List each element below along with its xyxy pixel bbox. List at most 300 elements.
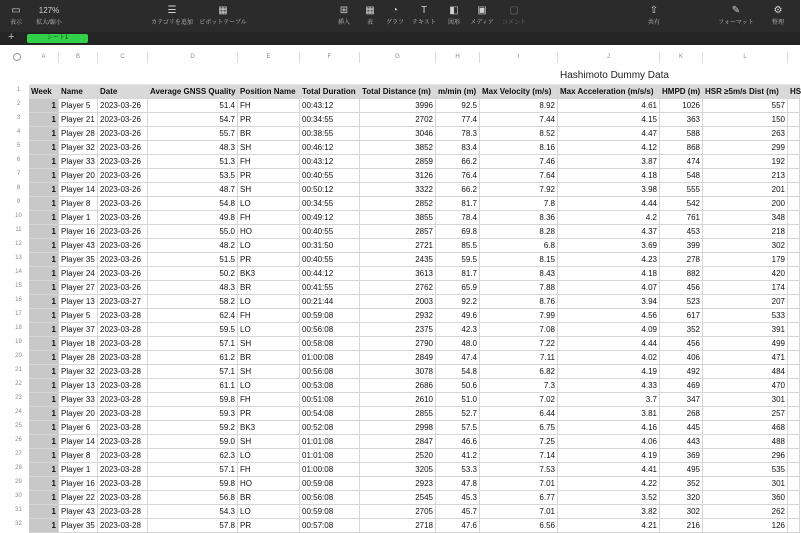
table-cell[interactable]: 2023-03-26 [98, 169, 148, 183]
table-cell[interactable]: 54.8 [148, 197, 238, 211]
table-cell[interactable] [788, 127, 800, 141]
table-cell[interactable]: Player 43 [59, 505, 98, 519]
table-cell[interactable]: 62.3 [148, 449, 238, 463]
table-cell[interactable]: 548 [660, 169, 703, 183]
table-cell[interactable]: 61.2 [148, 351, 238, 365]
table-cell[interactable]: 533 [703, 309, 788, 323]
table-cell[interactable]: 4.41 [558, 463, 660, 477]
table-cell[interactable]: 59.8 [148, 393, 238, 407]
table-cell[interactable] [788, 113, 800, 127]
row-number[interactable]: 2 [16, 101, 21, 107]
row-number[interactable]: 11 [15, 227, 22, 233]
table-cell[interactable]: 2849 [360, 351, 436, 365]
table-cell[interactable]: 1 [29, 351, 59, 365]
table-cell[interactable]: 360 [703, 491, 788, 505]
table-cell[interactable]: 85.5 [436, 239, 480, 253]
header-cell[interactable]: m/min (m) [436, 85, 480, 99]
table-cell[interactable]: 00:43:12 [300, 155, 360, 169]
table-cell[interactable]: 7.46 [480, 155, 558, 169]
table-cell[interactable]: 49.6 [436, 309, 480, 323]
table-cell[interactable] [788, 281, 800, 295]
table-cell[interactable]: 2003 [360, 295, 436, 309]
table-cell[interactable]: 179 [703, 253, 788, 267]
table-cell[interactable]: 1 [29, 183, 59, 197]
table-cell[interactable]: 00:46:12 [300, 141, 360, 155]
table-cell[interactable]: 470 [703, 379, 788, 393]
table-cell[interactable]: 2023-03-27 [98, 295, 148, 309]
table-cell[interactable]: 6.82 [480, 365, 558, 379]
table-cell[interactable]: 1 [29, 295, 59, 309]
table-cell[interactable]: 00:59:08 [300, 477, 360, 491]
table-cell[interactable]: 2023-03-28 [98, 421, 148, 435]
table-cell[interactable]: 8.52 [480, 127, 558, 141]
table-cell[interactable]: 77.4 [436, 113, 480, 127]
row-number[interactable]: 4 [16, 129, 21, 135]
table-cell[interactable]: 62.4 [148, 309, 238, 323]
table-cell[interactable]: Player 1 [59, 211, 98, 225]
table-cell[interactable]: 00:56:08 [300, 365, 360, 379]
table-cell[interactable]: Player 24 [59, 267, 98, 281]
table-cell[interactable]: 3126 [360, 169, 436, 183]
column-header[interactable]: A [29, 52, 59, 63]
table-cell[interactable]: 4.56 [558, 309, 660, 323]
table-cell[interactable]: 61.1 [148, 379, 238, 393]
table-cell[interactable]: 66.2 [436, 155, 480, 169]
table-cell[interactable]: 78.4 [436, 211, 480, 225]
table-cell[interactable]: 2023-03-26 [98, 225, 148, 239]
table-cell[interactable]: 7.25 [480, 435, 558, 449]
table-cell[interactable]: Player 8 [59, 449, 98, 463]
table-cell[interactable]: 48.3 [148, 281, 238, 295]
table-cell[interactable]: 00:56:08 [300, 323, 360, 337]
table-cell[interactable]: 4.02 [558, 351, 660, 365]
table-cell[interactable]: Player 21 [59, 113, 98, 127]
table-cell[interactable]: 2762 [360, 281, 436, 295]
table-cell[interactable]: 263 [703, 127, 788, 141]
row-number[interactable]: 26 [15, 437, 22, 443]
table-cell[interactable]: Player 1 [59, 463, 98, 477]
table-cell[interactable]: 6.8 [480, 239, 558, 253]
table-cell[interactable]: LO [238, 505, 300, 519]
table-cell[interactable]: 56.8 [148, 491, 238, 505]
table-cell[interactable]: 3855 [360, 211, 436, 225]
table-cell[interactable]: 4.18 [558, 267, 660, 281]
table-cell[interactable]: 4.44 [558, 337, 660, 351]
table-cell[interactable]: Player 8 [59, 197, 98, 211]
table-cell[interactable]: 4.16 [558, 421, 660, 435]
share-button[interactable]: ⇧ 共有 [644, 4, 664, 26]
table-cell[interactable]: 00:40:55 [300, 225, 360, 239]
table-cell[interactable]: 4.21 [558, 519, 660, 533]
table-cell[interactable]: 49.8 [148, 211, 238, 225]
table-cell[interactable]: 00:50:12 [300, 183, 360, 197]
header-cell[interactable]: Total Duration [300, 85, 360, 99]
table-cell[interactable]: 347 [660, 393, 703, 407]
table-cell[interactable] [788, 267, 800, 281]
table-cell[interactable]: 174 [703, 281, 788, 295]
table-cell[interactable]: 8.43 [480, 267, 558, 281]
table-cell[interactable]: 1 [29, 421, 59, 435]
table-cell[interactable] [788, 407, 800, 421]
table-cell[interactable]: 3.82 [558, 505, 660, 519]
sheet-title[interactable]: Hashimoto Dummy Data [560, 70, 669, 81]
table-cell[interactable]: 868 [660, 141, 703, 155]
table-cell[interactable]: 445 [660, 421, 703, 435]
table-cell[interactable]: 495 [660, 463, 703, 477]
table-cell[interactable]: 4.44 [558, 197, 660, 211]
table-cell[interactable]: 216 [660, 519, 703, 533]
table-cell[interactable]: 453 [660, 225, 703, 239]
table-cell[interactable]: 499 [703, 337, 788, 351]
column-header[interactable]: G [360, 52, 436, 63]
table-cell[interactable]: 48.2 [148, 239, 238, 253]
table-cell[interactable]: 00:34:55 [300, 113, 360, 127]
column-header[interactable]: D [148, 52, 238, 63]
table-cell[interactable]: 3078 [360, 365, 436, 379]
table-cell[interactable]: 213 [703, 169, 788, 183]
table-cell[interactable]: 296 [703, 449, 788, 463]
table-cell[interactable]: 2023-03-28 [98, 519, 148, 533]
row-number[interactable]: 6 [16, 157, 21, 163]
table-cell[interactable]: 65.9 [436, 281, 480, 295]
table-cell[interactable] [788, 491, 800, 505]
table-cell[interactable]: 2610 [360, 393, 436, 407]
table-cell[interactable]: 8.76 [480, 295, 558, 309]
table-cell[interactable]: 01:00:08 [300, 463, 360, 477]
table-cell[interactable]: PR [238, 169, 300, 183]
table-cell[interactable]: 4.07 [558, 281, 660, 295]
table-cell[interactable]: 00:59:08 [300, 505, 360, 519]
row-number[interactable]: 24 [15, 409, 22, 415]
table-cell[interactable]: 2520 [360, 449, 436, 463]
table-cell[interactable]: 7.01 [480, 505, 558, 519]
table-cell[interactable]: 00:57:08 [300, 519, 360, 533]
header-cell[interactable]: HMPD (m) [660, 85, 703, 99]
table-cell[interactable]: Player 37 [59, 323, 98, 337]
table-cell[interactable] [788, 449, 800, 463]
table-cell[interactable]: 1026 [660, 99, 703, 113]
table-cell[interactable]: 69.8 [436, 225, 480, 239]
table-cell[interactable]: 47.6 [436, 519, 480, 533]
table-cell[interactable]: 2023-03-26 [98, 267, 148, 281]
table-cell[interactable]: 00:53:08 [300, 379, 360, 393]
table-cell[interactable] [788, 337, 800, 351]
table-cell[interactable]: 456 [660, 337, 703, 351]
header-cell[interactable]: Average GNSS Quality [148, 85, 238, 99]
header-cell[interactable]: Week [29, 85, 59, 99]
table-cell[interactable]: 2023-03-28 [98, 505, 148, 519]
column-header[interactable]: J [558, 52, 660, 63]
table-cell[interactable]: BR [238, 491, 300, 505]
table-cell[interactable]: 1 [29, 379, 59, 393]
table-cell[interactable]: 7.22 [480, 337, 558, 351]
row-number[interactable]: 20 [15, 353, 22, 359]
table-cell[interactable]: 41.2 [436, 449, 480, 463]
table-cell[interactable]: 3.7 [558, 393, 660, 407]
table-cell[interactable]: 2998 [360, 421, 436, 435]
table-cell[interactable]: Player 14 [59, 435, 98, 449]
table-cell[interactable]: 4.12 [558, 141, 660, 155]
row-number[interactable]: 7 [16, 171, 21, 177]
table-cell[interactable]: 4.06 [558, 435, 660, 449]
select-all-handle[interactable] [13, 53, 21, 61]
table-cell[interactable]: 1 [29, 197, 59, 211]
table-cell[interactable]: 59.3 [148, 407, 238, 421]
table-cell[interactable] [788, 99, 800, 113]
table-cell[interactable]: 57.5 [436, 421, 480, 435]
row-number[interactable]: 29 [15, 479, 22, 485]
table-cell[interactable]: 301 [703, 477, 788, 491]
table-cell[interactable]: 2718 [360, 519, 436, 533]
table-cell[interactable]: 2023-03-26 [98, 197, 148, 211]
table-cell[interactable]: 51.3 [148, 155, 238, 169]
table-cell[interactable]: 1 [29, 435, 59, 449]
table-cell[interactable]: 3046 [360, 127, 436, 141]
table-cell[interactable]: 00:41:55 [300, 281, 360, 295]
table-cell[interactable]: 2375 [360, 323, 436, 337]
table-cell[interactable]: BR [238, 351, 300, 365]
row-number[interactable]: 9 [16, 199, 21, 205]
header-cell[interactable]: Max Acceleration (m/s/s) [558, 85, 660, 99]
table-cell[interactable]: 7.88 [480, 281, 558, 295]
table-cell[interactable]: 1 [29, 99, 59, 113]
table-cell[interactable]: SH [238, 435, 300, 449]
table-cell[interactable]: FH [238, 393, 300, 407]
table-cell[interactable]: LO [238, 323, 300, 337]
table-cell[interactable]: BK3 [238, 267, 300, 281]
table-cell[interactable]: 2023-03-28 [98, 435, 148, 449]
table-cell[interactable]: 00:21:44 [300, 295, 360, 309]
table-cell[interactable]: 302 [660, 505, 703, 519]
table-cell[interactable] [788, 197, 800, 211]
table-cell[interactable]: 00:40:55 [300, 253, 360, 267]
row-number[interactable]: 1 [16, 87, 21, 93]
table-cell[interactable]: 2852 [360, 197, 436, 211]
table-cell[interactable]: 54.7 [148, 113, 238, 127]
table-cell[interactable]: Player 14 [59, 183, 98, 197]
table-cell[interactable]: 469 [660, 379, 703, 393]
table-cell[interactable]: 6.75 [480, 421, 558, 435]
table-cell[interactable]: 4.61 [558, 99, 660, 113]
table-cell[interactable]: 126 [703, 519, 788, 533]
table-cell[interactable]: 4.15 [558, 113, 660, 127]
table-cell[interactable]: 59.2 [148, 421, 238, 435]
table-cell[interactable]: Player 16 [59, 477, 98, 491]
table-cell[interactable]: Player 27 [59, 281, 98, 295]
table-cell[interactable]: SH [238, 337, 300, 351]
table-cell[interactable]: 2023-03-28 [98, 463, 148, 477]
table-cell[interactable]: 369 [660, 449, 703, 463]
table-cell[interactable]: 2023-03-28 [98, 365, 148, 379]
table-cell[interactable]: 2023-03-28 [98, 351, 148, 365]
table-cell[interactable]: 3.69 [558, 239, 660, 253]
table-cell[interactable]: 2023-03-28 [98, 407, 148, 421]
table-cell[interactable]: 4.19 [558, 365, 660, 379]
table-cell[interactable]: 92.5 [436, 99, 480, 113]
table-cell[interactable] [788, 253, 800, 267]
table-cell[interactable]: Player 32 [59, 365, 98, 379]
table-cell[interactable] [788, 183, 800, 197]
table-cell[interactable]: 4.19 [558, 449, 660, 463]
table-cell[interactable]: 299 [703, 141, 788, 155]
table-cell[interactable]: 59.5 [436, 253, 480, 267]
table-cell[interactable]: 399 [660, 239, 703, 253]
table-cell[interactable]: 3996 [360, 99, 436, 113]
column-header[interactable]: L [703, 52, 788, 63]
table-cell[interactable]: PR [238, 519, 300, 533]
row-number[interactable]: 31 [15, 507, 22, 513]
table-cell[interactable]: 420 [703, 267, 788, 281]
table-cell[interactable]: 00:34:55 [300, 197, 360, 211]
table-cell[interactable]: 81.7 [436, 197, 480, 211]
table-cell[interactable] [788, 505, 800, 519]
table-cell[interactable]: 7.08 [480, 323, 558, 337]
table-cell[interactable]: 00:31:50 [300, 239, 360, 253]
table-cell[interactable]: 2435 [360, 253, 436, 267]
table-cell[interactable]: 302 [703, 239, 788, 253]
table-cell[interactable]: 78.3 [436, 127, 480, 141]
column-header[interactable]: I [480, 52, 558, 63]
table-cell[interactable]: 3852 [360, 141, 436, 155]
table-cell[interactable]: 8.15 [480, 253, 558, 267]
table-cell[interactable]: 4.09 [558, 323, 660, 337]
table-cell[interactable]: 3322 [360, 183, 436, 197]
table-cell[interactable]: Player 28 [59, 351, 98, 365]
table-cell[interactable]: 268 [660, 407, 703, 421]
table-cell[interactable]: 2023-03-26 [98, 99, 148, 113]
table-cell[interactable]: 2790 [360, 337, 436, 351]
table-cell[interactable]: Player 32 [59, 141, 98, 155]
table-cell[interactable]: 7.92 [480, 183, 558, 197]
table-cell[interactable]: Player 43 [59, 239, 98, 253]
table-cell[interactable]: Player 22 [59, 491, 98, 505]
table-cell[interactable]: HO [238, 225, 300, 239]
table-cell[interactable]: 535 [703, 463, 788, 477]
column-header[interactable]: B [59, 52, 98, 63]
table-cell[interactable]: 7.8 [480, 197, 558, 211]
table-cell[interactable] [788, 239, 800, 253]
pivot-table-button[interactable]: ▦ ピボットテーブル [199, 5, 247, 26]
table-cell[interactable]: 406 [660, 351, 703, 365]
table-cell[interactable]: Player 13 [59, 379, 98, 393]
table-cell[interactable]: Player 35 [59, 519, 98, 533]
table-cell[interactable]: 468 [703, 421, 788, 435]
table-cell[interactable]: 1 [29, 239, 59, 253]
table-cell[interactable]: 4.33 [558, 379, 660, 393]
table-cell[interactable]: 48.7 [148, 183, 238, 197]
table-cell[interactable]: 150 [703, 113, 788, 127]
table-cell[interactable]: 50.6 [436, 379, 480, 393]
row-number[interactable]: 17 [15, 311, 22, 317]
table-cell[interactable]: 1 [29, 169, 59, 183]
table-cell[interactable] [788, 463, 800, 477]
table-cell[interactable]: 57.1 [148, 463, 238, 477]
row-number[interactable]: 25 [15, 423, 22, 429]
table-cell[interactable]: Player 18 [59, 337, 98, 351]
table-cell[interactable]: PR [238, 407, 300, 421]
row-number[interactable]: 12 [15, 241, 22, 247]
table-cell[interactable]: LO [238, 197, 300, 211]
table-cell[interactable]: 1 [29, 505, 59, 519]
table-cell[interactable]: 2545 [360, 491, 436, 505]
table-cell[interactable]: 2023-03-26 [98, 141, 148, 155]
table-cell[interactable]: 51.0 [436, 393, 480, 407]
table-cell[interactable]: 1 [29, 127, 59, 141]
table-cell[interactable]: 278 [660, 253, 703, 267]
table-cell[interactable]: 45.3 [436, 491, 480, 505]
table-cell[interactable]: 218 [703, 225, 788, 239]
table-cell[interactable]: 58.2 [148, 295, 238, 309]
table-cell[interactable]: 57.8 [148, 519, 238, 533]
table-cell[interactable]: 2023-03-28 [98, 449, 148, 463]
table-cell[interactable]: 2023-03-28 [98, 309, 148, 323]
table-cell[interactable] [788, 519, 800, 533]
table-cell[interactable]: LO [238, 449, 300, 463]
table-cell[interactable]: 2705 [360, 505, 436, 519]
text-button[interactable]: T テキスト [410, 4, 438, 26]
table-cell[interactable]: 192 [703, 155, 788, 169]
table-cell[interactable]: 8.16 [480, 141, 558, 155]
row-number[interactable]: 5 [16, 143, 21, 149]
view-button[interactable]: ▭ 表示 [6, 4, 26, 26]
table-cell[interactable]: 588 [660, 127, 703, 141]
table-cell[interactable] [788, 169, 800, 183]
table-cell[interactable]: FH [238, 99, 300, 113]
table-cell[interactable]: 7.14 [480, 449, 558, 463]
table-cell[interactable]: LO [238, 295, 300, 309]
row-number[interactable]: 23 [15, 395, 22, 401]
table-cell[interactable]: 52.7 [436, 407, 480, 421]
table-cell[interactable]: 2859 [360, 155, 436, 169]
column-header[interactable]: K [660, 52, 703, 63]
table-cell[interactable]: BR [238, 281, 300, 295]
table-cell[interactable]: 8.36 [480, 211, 558, 225]
table-cell[interactable]: SH [238, 141, 300, 155]
table-cell[interactable] [788, 421, 800, 435]
table-cell[interactable]: 3.98 [558, 183, 660, 197]
table-cell[interactable] [788, 351, 800, 365]
table-cell[interactable]: Player 33 [59, 393, 98, 407]
table-cell[interactable]: 50.2 [148, 267, 238, 281]
table-cell[interactable]: 2023-03-26 [98, 113, 148, 127]
table-cell[interactable]: 207 [703, 295, 788, 309]
table-cell[interactable]: 1 [29, 211, 59, 225]
table-cell[interactable]: Player 28 [59, 127, 98, 141]
table-cell[interactable]: 00:59:08 [300, 309, 360, 323]
table-cell[interactable]: 1 [29, 449, 59, 463]
table-cell[interactable]: 8.28 [480, 225, 558, 239]
column-header[interactable]: C [98, 52, 148, 63]
table-cell[interactable]: 00:54:08 [300, 407, 360, 421]
table-cell[interactable]: 00:43:12 [300, 99, 360, 113]
table-cell[interactable]: SH [238, 183, 300, 197]
header-cell[interactable]: HS [788, 85, 800, 99]
table-cell[interactable]: 557 [703, 99, 788, 113]
table-cell[interactable]: 59.5 [148, 323, 238, 337]
table-cell[interactable]: 761 [660, 211, 703, 225]
table-cell[interactable]: 1 [29, 491, 59, 505]
table-cell[interactable]: 3.87 [558, 155, 660, 169]
table-cell[interactable]: 53.5 [148, 169, 238, 183]
header-cell[interactable]: Name [59, 85, 98, 99]
table-cell[interactable]: 48.3 [148, 141, 238, 155]
table-cell[interactable]: 4.47 [558, 127, 660, 141]
table-cell[interactable]: Player 20 [59, 169, 98, 183]
sheet-tab[interactable]: シート1 [27, 34, 88, 43]
table-cell[interactable]: 7.11 [480, 351, 558, 365]
table-cell[interactable]: 6.56 [480, 519, 558, 533]
table-cell[interactable]: 3205 [360, 463, 436, 477]
